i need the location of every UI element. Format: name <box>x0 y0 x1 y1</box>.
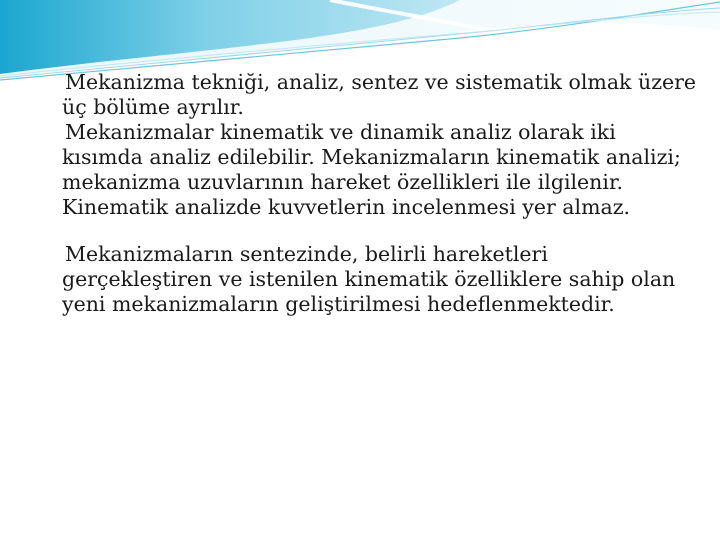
paragraph-synthesis: Mekanizmaların sentezinde, belirli hareketleri gerçekleştiren ve istenilen kinematik özelliklere sahip olan yeni mekanizmaların geliştirilmesi hedeflenmektedir. <box>62 242 676 316</box>
paragraph-intro: Mekanizma tekniği, analiz, sentez ve sistematik olmak üzere üç bölüme ayrılır. <box>62 70 697 119</box>
paragraph-kinematic-analysis: Mekanizmalar kinematik ve dinamik analiz olarak iki kısımda analiz edilebilir. Mekanizmaların kinematik analizi; mekanizma uzuvlarının hareket özellikleri ile ilgilenir. Kinematik analizde kuvvetlerin incelenmesi yer almaz. <box>62 120 681 219</box>
body-text <box>62 70 702 317</box>
